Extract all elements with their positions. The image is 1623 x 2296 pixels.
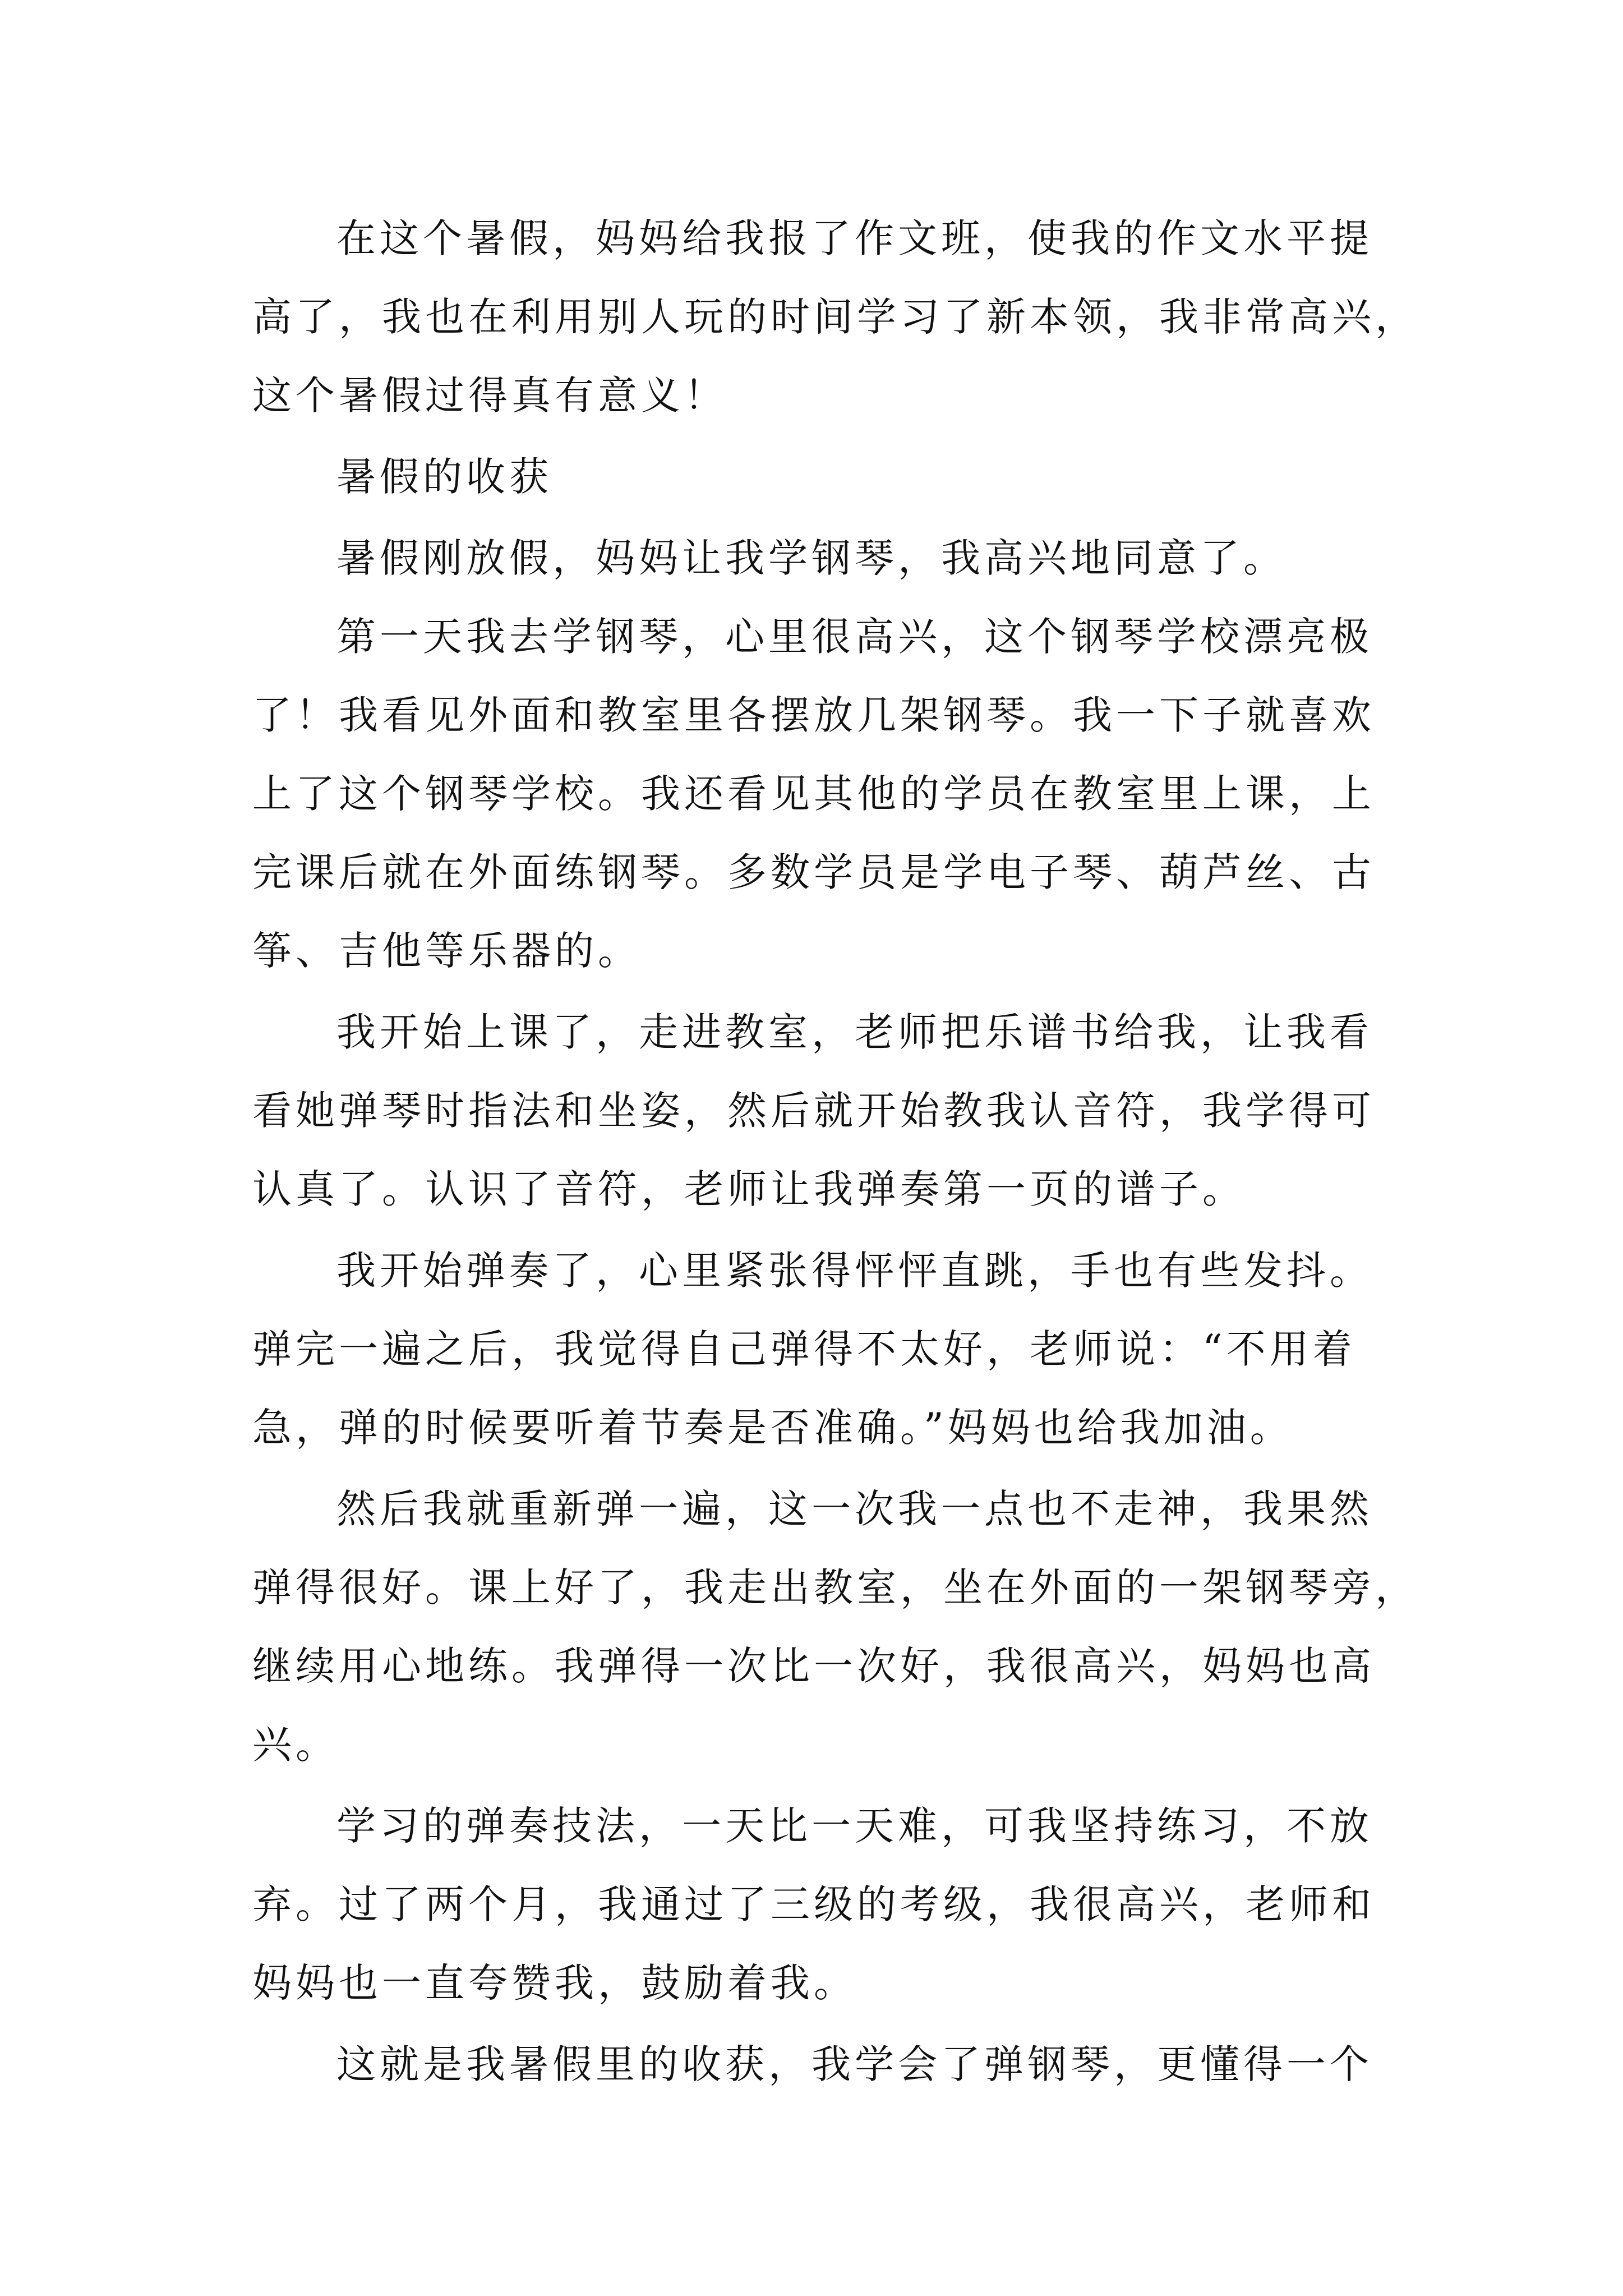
- text-line: 我开始上课了，走进教室，老师把乐谱书给我，让我看: [336, 1009, 1373, 1055]
- text-line: 急，弹的时候要听着节奏是否准确。”妈妈也给我加油。: [252, 1405, 1293, 1451]
- text-line: 然后我就重新弹一遍，这一次我一点也不走神，我果然: [336, 1486, 1373, 1532]
- text-line: 在这个暑假，妈妈给我报了作文班，使我的作文水平提: [336, 215, 1373, 261]
- text-line: 认真了。认识了音符，老师让我弹奏第一页的谱子。: [252, 1166, 1246, 1212]
- text-line: 了！我看见外面和教室里各摆放几架钢琴。我一下子就喜欢: [252, 692, 1375, 738]
- text-line: 继续用心地练。我弹得一次比一次好，我很高兴，妈妈也高: [252, 1643, 1375, 1689]
- section-heading: 暑假的收获: [336, 454, 552, 500]
- text-line: 这就是我暑假里的收获，我学会了弹钢琴，更懂得一个: [336, 2041, 1373, 2087]
- text-line: 上了这个钢琴学校。我还看见其他的学员在教室里上课，上: [252, 771, 1375, 817]
- text-line: 这个暑假过得真有意义！: [252, 372, 727, 418]
- text-line: 筝、吉他等乐器的。: [252, 928, 641, 974]
- text-line: 高了，我也在利用别人玩的时间学习了新本领，我非常高兴，: [252, 294, 1418, 340]
- text-line: 暑假刚放假，妈妈让我学钢琴，我高兴地同意了。: [336, 535, 1287, 581]
- text-line: 弹完一遍之后，我觉得自己弹得不太好，老师说：“不用着: [252, 1326, 1356, 1372]
- text-line: 看她弹琴时指法和坐姿，然后就开始教我认音符，我学得可: [252, 1088, 1375, 1134]
- text-line: 妈妈也一直夸赞我，鼓励着我。: [252, 1960, 857, 2006]
- text-line: 弹得很好。课上好了，我走出教室，坐在外面的一架钢琴旁，: [252, 1565, 1418, 1611]
- text-line: 弃。过了两个月，我通过了三级的考级，我很高兴，老师和: [252, 1881, 1375, 1927]
- text-line: 学习的弹奏技法，一天比一天难，可我坚持练习，不放: [336, 1803, 1373, 1849]
- text-line: 第一天我去学钢琴，心里很高兴，这个钢琴学校漂亮极: [336, 614, 1373, 660]
- text-line: 我开始弹奏了，心里紧张得怦怦直跳，手也有些发抖。: [336, 1248, 1373, 1294]
- text-line: 完课后就在外面练钢琴。多数学员是学电子琴、葫芦丝、古: [252, 849, 1375, 895]
- text-line: 兴。: [252, 1722, 339, 1768]
